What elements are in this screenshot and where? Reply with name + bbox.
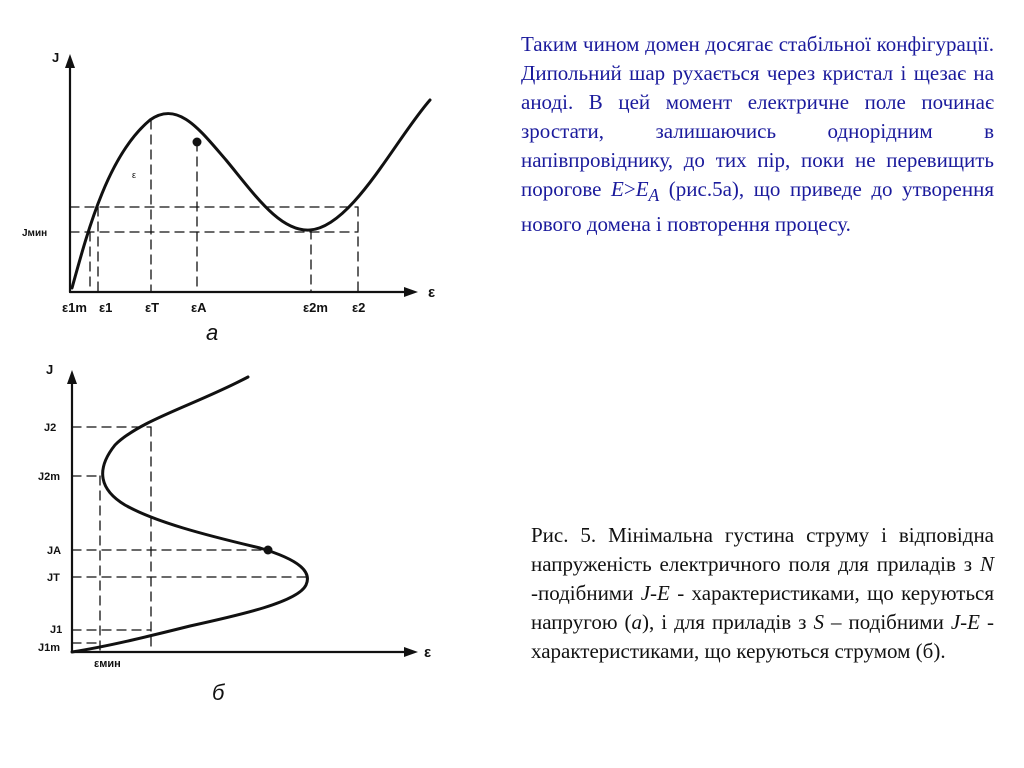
caption-text: -подібними — [531, 581, 641, 605]
y-tick-j1: J1 — [50, 624, 63, 636]
figure-a-n-characteristic — [20, 40, 450, 350]
caption-text: Рис. 5. Мінімальна густина струму і відповідна напруженість електричного поля для приладів з — [531, 523, 994, 576]
y-tick-jt: JT — [47, 572, 60, 584]
y-tick-ja: JA — [47, 545, 62, 557]
x-tick-e1: ε1 — [99, 300, 113, 315]
caption-text: ), і для приладів з — [642, 610, 814, 634]
y-tick-j2m: J2m — [38, 471, 61, 483]
caption-text: – подібними — [823, 610, 951, 634]
x-tick-et: εT — [145, 300, 160, 315]
figure-caption-paragraph — [531, 521, 994, 666]
caption-text: - характеристиками, що керуються напругою ( — [531, 581, 994, 634]
y-axis-arrow — [67, 370, 77, 384]
symbol-n: N — [979, 552, 994, 576]
symbol-a: а — [631, 610, 643, 634]
x-axis-label: ε — [428, 284, 436, 301]
y-axis-arrow — [65, 54, 75, 68]
point-a-marker — [193, 138, 202, 147]
x-axis-arrow — [404, 287, 418, 297]
x-tick-e1m: ε1m — [62, 300, 87, 315]
x-tick-e2m: ε2m — [303, 300, 328, 315]
dashed-guides — [72, 427, 308, 652]
stray-mark: ε — [132, 170, 137, 180]
x-tick-ea: εA — [191, 300, 207, 315]
description-paragraph — [521, 30, 994, 239]
caption-text: - характеристиками, що керуються струмом (б). — [531, 610, 995, 663]
paragraph-text-end: (рис.5а), що приведе до утворення нового домена і повторення процесу. — [521, 177, 994, 237]
figure-b-caption: б — [212, 680, 225, 705]
y-tick-jmin: Jмин — [22, 228, 48, 239]
figure-a-caption: a — [206, 320, 219, 345]
y-tick-j1m: J1m — [38, 642, 61, 654]
symbol-je: J-E — [640, 581, 670, 605]
x-axis-label: ε — [424, 644, 432, 661]
x-tick-e2: ε2 — [352, 300, 366, 315]
paragraph-text: Таким чином домен досягає стабільної конфігурації. Дипольний шар рухається через кристал і щезає на аноді. В цей момент електричне поле починає зростати, залишаючись однорідним в напівпровіднику, до тих пір, поки не перевищить порогове — [521, 32, 994, 201]
symbol-ea-sub: A — [648, 185, 660, 206]
y-tick-j2: J2 — [44, 422, 57, 434]
symbol-ea — [635, 177, 660, 206]
symbol-s: S — [813, 610, 824, 634]
point-a-marker — [264, 546, 273, 555]
gt-sign: > — [623, 177, 636, 201]
symbol-je: J-E — [950, 610, 981, 634]
n-curve — [72, 100, 430, 288]
figure-b-s-characteristic — [30, 355, 450, 715]
symbol-e: E — [611, 177, 624, 201]
x-tick-emin: εмин — [94, 658, 121, 670]
s-curve — [72, 377, 307, 652]
y-axis-label: J — [52, 50, 60, 65]
symbol-ea-base: E — [635, 177, 649, 201]
y-axis-label: J — [46, 362, 54, 377]
x-axis-arrow — [404, 647, 418, 657]
